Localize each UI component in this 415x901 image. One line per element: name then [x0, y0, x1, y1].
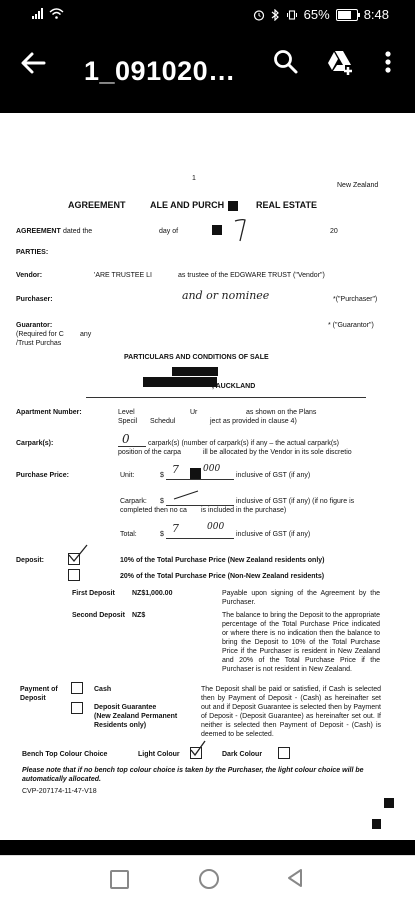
add-to-drive-icon[interactable] — [326, 48, 354, 76]
second-deposit-note: The balance to bring the Deposit to the appropriate percentage of the Total Purchase Price indicated or where there is no indication then the balance to bring the Deposit to 10% of the Total Purchase Price if the Purchaser is resident in New Zealand and 20% of the Total Purchase Price if the Purchaser is not resident in New Zealand. — [222, 612, 380, 673]
total-dollar: $ — [160, 531, 164, 538]
dark-colour-label: Dark Colour — [222, 751, 263, 758]
handwritten-date-mark — [232, 217, 248, 243]
apartment-clause: ject as provided in clause 4) — [210, 418, 297, 425]
heading-part3: REAL ESTATE — [256, 200, 318, 210]
guarantee-label-2: (New Zealand Permanent — [94, 713, 178, 720]
more-options-icon[interactable] — [380, 48, 396, 76]
parties-heading: PARTIES: — [16, 249, 49, 256]
payment-label-2: Deposit — [20, 695, 46, 702]
carpark-text-3: ill be allocated by the Vendor in its sole discretio — [203, 449, 352, 456]
guarantor-note-1b: any — [80, 331, 92, 338]
bench-top-label: Bench Top Colour Choice — [22, 751, 108, 758]
vendor-label: Vendor: — [16, 272, 43, 279]
back-button[interactable] — [286, 868, 304, 888]
redaction — [384, 798, 394, 808]
carpark-gst: inclusive of GST (if any) (if no figure is — [236, 498, 355, 505]
guarantee-label-1: Deposit Guarantee — [94, 704, 157, 711]
bluetooth-icon — [271, 9, 280, 21]
total-handwritten-2: 000 — [207, 522, 225, 532]
handwritten-check-icon — [66, 543, 90, 565]
carpark-text-2: position of the carpa — [118, 449, 182, 456]
search-icon[interactable] — [272, 48, 300, 76]
apartment-level: Level — [118, 409, 135, 416]
address-underline — [86, 397, 366, 398]
carpark-note-1: completed then no ca — [120, 507, 187, 514]
alarm-icon — [253, 9, 265, 21]
unit-handwritten: 7 — [172, 463, 179, 476]
vendor-name: 'ARE TRUSTEE LI — [94, 272, 152, 279]
carpark-handwritten: 0 — [122, 432, 130, 446]
guarantee-label-3: Residents only) — [94, 722, 147, 729]
purchaser-handwritten: and or nominee — [182, 289, 270, 302]
unit-gst: inclusive of GST (if any) — [236, 472, 311, 479]
carpark-dollar: $ — [160, 498, 164, 505]
second-deposit-value: NZ$ — [132, 612, 146, 619]
price-label: Purchase Price: — [16, 472, 69, 479]
light-colour-label: Light Colour — [138, 751, 180, 758]
first-deposit-note: Payable upon signing of the Agreement by the Purchaser. — [222, 590, 380, 606]
day-of-label: day of — [159, 228, 179, 235]
total-label: Total: — [120, 531, 137, 538]
wifi-icon — [49, 8, 64, 19]
battery-percent: 65% — [303, 7, 330, 22]
vendor-trust: as trustee of the EDGWARE TRUST ("Vendor") — [178, 272, 325, 279]
guarantor-tag: * ("Guarantor") — [328, 322, 374, 329]
unit-label: Unit: — [120, 472, 135, 479]
signal-icon — [32, 8, 43, 19]
agreement-label: AGREEMENT — [16, 228, 61, 235]
redaction — [143, 377, 217, 387]
redaction — [228, 201, 238, 211]
payment-label-1: Payment of — [20, 686, 58, 693]
page-number: 1 — [192, 175, 196, 182]
cash-label: Cash — [94, 686, 112, 693]
vibrate-icon — [286, 9, 298, 21]
second-deposit-label: Second Deposit — [72, 612, 125, 619]
cash-checkbox[interactable] — [71, 682, 83, 694]
unit-dollar: $ — [160, 472, 164, 479]
carpark-price-label: Carpark: — [120, 498, 147, 505]
redaction — [372, 819, 381, 829]
document-title: 1_091020… — [84, 56, 236, 86]
carpark-price-handmark — [172, 489, 200, 501]
carpark-note-2: is included in the purchase) — [201, 507, 287, 514]
purchaser-tag: *("Purchaser") — [333, 296, 378, 303]
document-page[interactable] — [0, 113, 415, 840]
purchaser-label: Purchaser: — [16, 296, 53, 303]
apartment-unit: Ur — [190, 409, 198, 416]
apartment-plans: as shown on the Plans — [246, 409, 317, 416]
apartment-spec: Specil — [118, 418, 138, 425]
redaction — [172, 367, 218, 376]
total-gst: inclusive of GST (if any) — [236, 531, 311, 538]
deposit-guarantee-checkbox[interactable] — [71, 702, 83, 714]
deposit-option-20: 20% of the Total Purchase Price (Non-New Zealand residents) — [120, 573, 325, 580]
first-deposit-value: NZ$1,000.00 — [132, 590, 173, 597]
carpark-underline — [118, 446, 146, 447]
deposit-label: Deposit: — [16, 557, 44, 564]
first-deposit-label: First Deposit — [72, 590, 115, 597]
clock: 8:48 — [363, 7, 389, 22]
particulars-heading: PARTICULARS AND CONDITIONS OF SALE — [124, 354, 269, 361]
unit-underline — [166, 479, 234, 480]
system-nav-bar — [0, 855, 415, 901]
total-underline — [166, 538, 234, 539]
payment-note: The Deposit shall be paid or satisfied, if Cash is selected then by Payment of Deposit - (Cash) as hereinafter set out and if Deposit Guarantee is selected then by Payment of Deposit - (Deposit Guarantee) as hereinafter set out. If neither is selected then Payment of Deposit - (Cash) is deemed to be selected. — [201, 686, 381, 738]
status-bar — [0, 0, 415, 30]
deposit-20-checkbox[interactable] — [68, 569, 80, 581]
document-reference: CVP-207174-11-47-V18 — [22, 788, 97, 795]
dark-colour-checkbox[interactable] — [278, 747, 290, 759]
guarantor-note-2: /Trust Purchas — [16, 340, 62, 347]
country-label: New Zealand — [337, 182, 379, 189]
battery-icon — [336, 9, 358, 21]
guarantor-note-1: (Required for C — [16, 331, 64, 338]
deposit-option-10: 10% of the Total Purchase Price (New Zealand residents only) — [120, 557, 325, 564]
year-label: 20 — [330, 228, 338, 235]
guarantor-label: Guarantor: — [16, 322, 53, 329]
carpark-label: Carpark(s): — [16, 440, 54, 447]
handwritten-check-icon — [188, 739, 208, 759]
unit-handwritten-2: 000 — [203, 464, 221, 474]
heading-part1: AGREEMENT — [68, 200, 126, 210]
apartment-label: Apartment Number: — [16, 409, 82, 416]
carpark-text-1: carpark(s) (number of carpark(s) if any – the actual carpark(s) — [148, 440, 340, 447]
heading-part2: ALE AND PURCH — [150, 200, 225, 210]
total-handwritten: 7 — [172, 522, 179, 535]
back-arrow-icon[interactable] — [18, 48, 48, 78]
recent-apps-button[interactable] — [110, 870, 129, 889]
redaction — [212, 225, 222, 235]
footnote-line-2: automatically allocated. — [22, 776, 101, 783]
footnote-line-1: Please note that if no bench top colour choice is taken by the Purchaser, the light colour choice will be — [22, 767, 364, 774]
apartment-schedule: Schedul — [150, 418, 176, 425]
address-suburb: , AUCKLAND — [212, 383, 256, 390]
home-button[interactable] — [199, 869, 219, 889]
app-bar — [0, 30, 415, 110]
dated-the-label: dated the — [63, 228, 93, 235]
